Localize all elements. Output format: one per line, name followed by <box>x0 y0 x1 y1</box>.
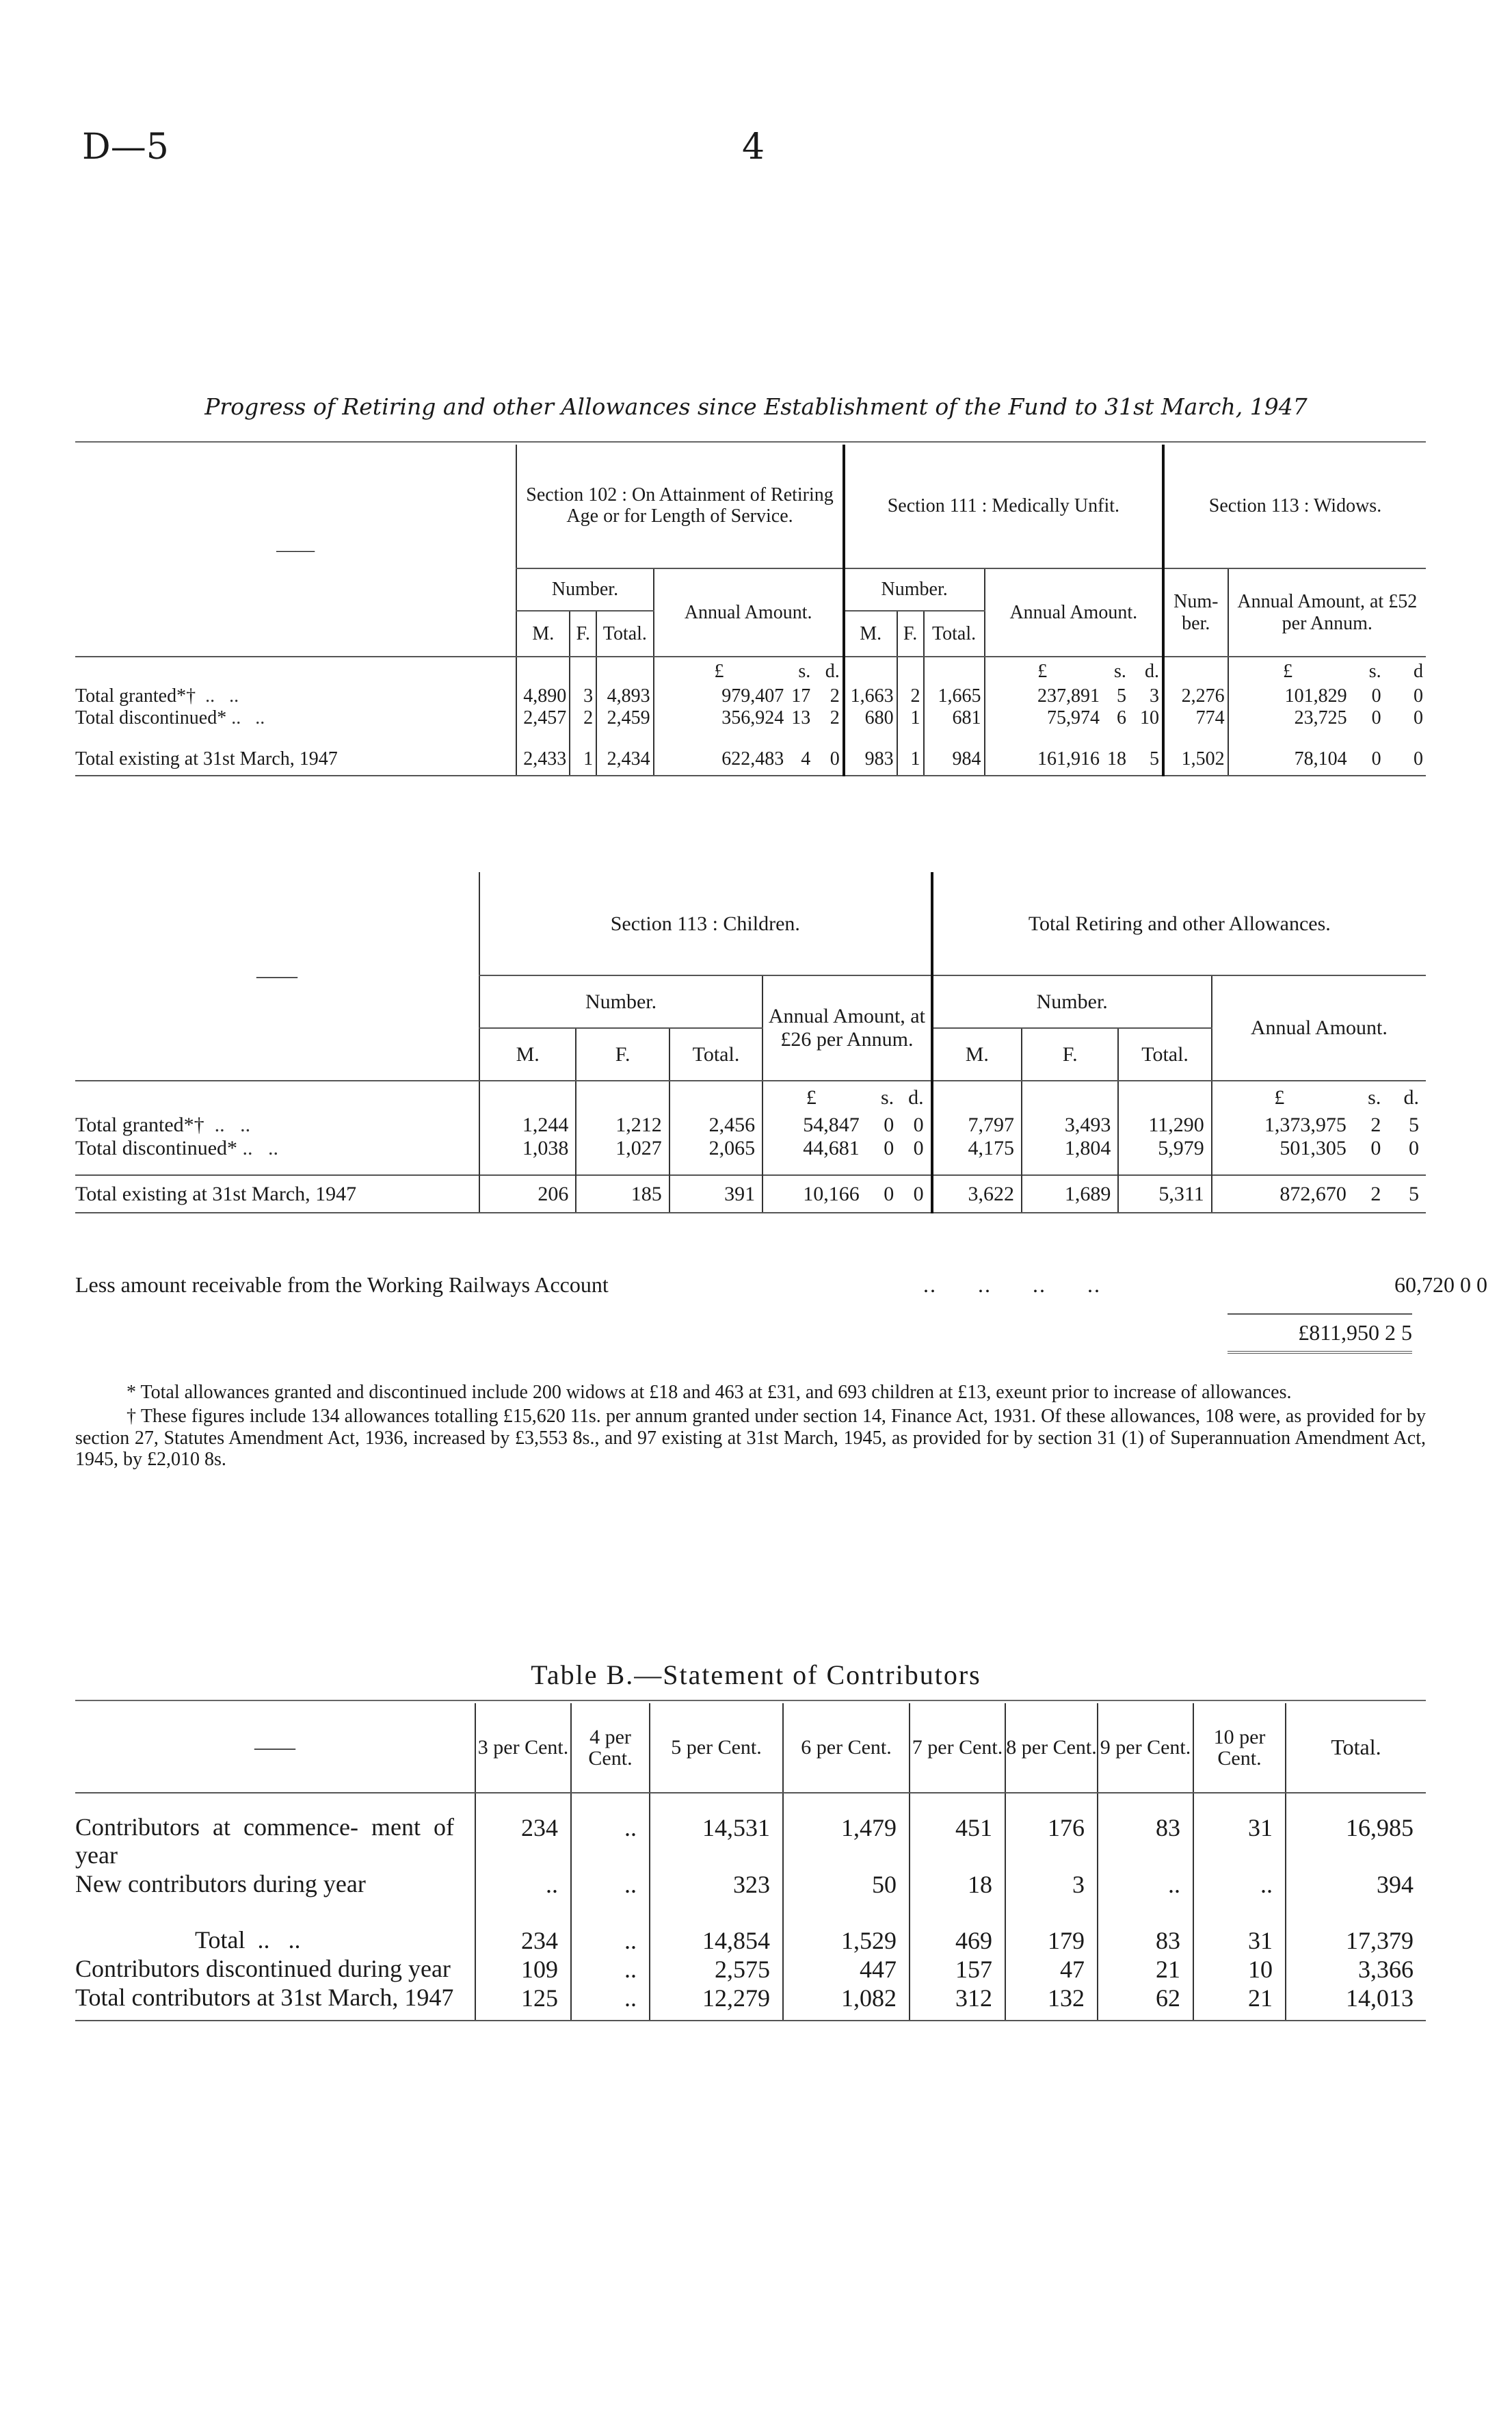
cell: 394 <box>1286 1870 1426 1899</box>
cell: 17 <box>791 685 811 707</box>
report-code: D—5 <box>82 127 169 168</box>
cell: 391 <box>669 1175 762 1213</box>
stub-dash: —— <box>276 539 315 561</box>
top-rule <box>75 441 1426 443</box>
cell: 4,890 <box>516 685 570 707</box>
cell: 13 <box>791 707 811 728</box>
cell: 31 <box>1193 1926 1286 1955</box>
cell: 0 <box>913 1137 924 1159</box>
cell: 161,916 <box>985 743 1102 776</box>
t-pound-unit: £ <box>1212 1081 1353 1114</box>
cell: 75,974 <box>985 707 1102 729</box>
cell: 2 <box>830 685 840 707</box>
less-label: Less amount receivable from the Working Railways Account <box>75 1272 609 1297</box>
c-annual-header: Annual Amount, at £26 per Annum. <box>762 975 931 1081</box>
cell: 0 <box>1384 743 1426 776</box>
row-dots: .. .. <box>204 1114 251 1136</box>
table-row <box>75 743 1426 776</box>
cell: 234 <box>475 1926 571 1955</box>
cell: 50 <box>783 1870 910 1899</box>
cell: 1,502 <box>1163 743 1228 776</box>
table-row <box>75 1114 1426 1137</box>
cell: 1 <box>897 707 924 729</box>
t-d-unit: d. <box>1403 1086 1419 1109</box>
cell: 206 <box>479 1175 576 1213</box>
cell: 2 <box>897 685 924 707</box>
cell: 83 <box>1098 1813 1193 1870</box>
cell: 21 <box>1098 1955 1193 1984</box>
col-header: 9 per Cent. <box>1098 1703 1193 1793</box>
cell: 0 <box>866 1175 901 1213</box>
table-row <box>75 685 1426 707</box>
cell: 62 <box>1098 1984 1193 2021</box>
cell: 3 <box>1150 685 1159 707</box>
c-d-unit: d. <box>908 1086 924 1109</box>
cell: .. <box>571 1870 650 1899</box>
cell: 21 <box>1193 1984 1286 2021</box>
cell: 234 <box>475 1813 571 1870</box>
row-label: Total granted*† <box>75 1114 204 1136</box>
cell: 356,924 <box>654 707 787 729</box>
row-label: Total discontinued* <box>75 1137 238 1159</box>
cell: 0 <box>1414 707 1423 728</box>
cell: 3,493 <box>1022 1114 1118 1137</box>
s102-d-unit: d. <box>825 660 840 682</box>
cell: 5 <box>1388 1175 1426 1213</box>
cell: 1 <box>897 743 924 776</box>
cell: 4,893 <box>596 685 653 707</box>
s102-pound-unit: £ <box>654 657 787 685</box>
c-f-header: F. <box>576 1028 669 1081</box>
cell: 0 <box>1371 685 1381 707</box>
cell: 2,575 <box>650 1955 783 1984</box>
less-dots: .. .. .. .. <box>923 1272 1101 1297</box>
t-s-unit: s. <box>1368 1086 1381 1109</box>
cell: 872,670 <box>1212 1175 1353 1213</box>
cell: 83 <box>1098 1926 1193 1955</box>
cell: 2 <box>830 707 840 728</box>
cell: .. <box>571 1984 650 2021</box>
cell: .. <box>1193 1870 1286 1899</box>
cell: 323 <box>650 1870 783 1899</box>
row-label: Contributors at commence- ment of year <box>75 1813 454 1869</box>
cell: 2 <box>570 707 596 729</box>
s111-pound-unit: £ <box>985 657 1102 685</box>
cell: .. <box>1098 1870 1193 1899</box>
cell: 44,681 <box>762 1137 866 1160</box>
cell: 157 <box>910 1955 1005 1984</box>
cell: 5,979 <box>1118 1137 1211 1160</box>
s102-s-unit: s. <box>798 660 811 682</box>
col-header: 3 per Cent. <box>475 1703 571 1793</box>
row-label: New contributors during year <box>75 1870 366 1898</box>
s102-annual-header: Annual Amount. <box>654 568 844 657</box>
col-header: 6 per Cent. <box>783 1703 910 1793</box>
s113w-annual-header: Annual Amount, at £52 per Annum. <box>1228 568 1426 657</box>
col-header: 7 per Cent. <box>910 1703 1005 1793</box>
cell: 18 <box>910 1870 1005 1899</box>
table-row <box>75 1870 1426 1899</box>
c-m-header: M. <box>479 1028 576 1081</box>
cell: 14,531 <box>650 1813 783 1870</box>
cell: 2,276 <box>1163 685 1228 707</box>
cell: 7,797 <box>932 1114 1022 1137</box>
section-113-children-header: Section 113 : Children. <box>479 872 932 975</box>
s102-f-header: F. <box>570 611 596 657</box>
col-header: 10 per Cent. <box>1193 1703 1286 1793</box>
cell: 11,290 <box>1118 1114 1211 1137</box>
cell: 3,622 <box>932 1175 1022 1213</box>
t-f-header: F. <box>1022 1028 1118 1081</box>
row-dots: .. .. <box>226 707 265 728</box>
stub-dash: —— <box>256 964 297 987</box>
cell: 47 <box>1005 1955 1098 1984</box>
table-row <box>75 707 1426 729</box>
cell: 2,457 <box>516 707 570 729</box>
cell: 16,985 <box>1286 1813 1426 1870</box>
table-row <box>75 1137 1426 1160</box>
s113w-number-header: Num- ber. <box>1163 568 1228 657</box>
cell: 2 <box>1370 1114 1381 1136</box>
col-header: 5 per Cent. <box>650 1703 783 1793</box>
c-total-header: Total. <box>669 1028 762 1081</box>
cell: 2,065 <box>669 1137 762 1160</box>
cell: 18 <box>1102 743 1129 776</box>
col-header: Total. <box>1286 1703 1426 1793</box>
cell: 12,279 <box>650 1984 783 2021</box>
cell: 0 <box>884 1114 894 1136</box>
cell: 23,725 <box>1228 707 1350 729</box>
cell: 1,479 <box>783 1813 910 1870</box>
cell: 1,027 <box>576 1137 669 1160</box>
footnote-2: † These figures include 134 allowances totalling £15,620 11s. per annum granted under section 14, Finance Act, 1931. Of these allowances, 108 were, as provided for by section 27, Statutes Amendment Act, 1936, increased by £3,553 8s., and 97 existing at 31st March, 1945, as provided for by section 31 (1) of Superannuation Amendment Act, 1945, by £2,010 8s. <box>75 1406 1426 1471</box>
cell: 5,311 <box>1118 1175 1211 1213</box>
s113w-pound-unit: £ <box>1228 657 1350 685</box>
section-113-widows-header: Section 113 : Widows. <box>1163 445 1426 568</box>
net-total-value: £811,950 2 5 <box>1228 1313 1412 1354</box>
cell: 680 <box>844 707 897 729</box>
cell: .. <box>571 1813 650 1870</box>
cell: 0 <box>1370 1137 1381 1159</box>
cell: 10 <box>1140 707 1159 728</box>
cell: 10 <box>1193 1955 1286 1984</box>
footnote-1: * Total allowances granted and discontinued include 200 widows at £18 and 463 at £31, and 693 children at £13, exeunt prior to increase of allowances. <box>127 1382 1292 1403</box>
cell: 1 <box>570 743 596 776</box>
cell: 125 <box>475 1984 571 2021</box>
s102-number-header: Number. <box>516 568 653 611</box>
cell: 979,407 <box>654 685 787 707</box>
s113w-d-unit: d <box>1414 660 1423 682</box>
table-row <box>75 1813 1426 1870</box>
cell: 176 <box>1005 1813 1098 1870</box>
s102-total-header: Total. <box>596 611 653 657</box>
cell: 237,891 <box>985 685 1102 707</box>
row-label: Total discontinued* <box>75 707 227 728</box>
row-label: Total granted*† <box>75 685 196 707</box>
t-m-header: M. <box>932 1028 1022 1081</box>
table-b-top-rule <box>75 1700 1426 1701</box>
cell: 54,847 <box>762 1114 866 1137</box>
cell: 3,366 <box>1286 1955 1426 1984</box>
cell: 17,379 <box>1286 1926 1426 1955</box>
s111-s-unit: s. <box>1114 660 1126 682</box>
s102-m-header: M. <box>516 611 570 657</box>
cell: .. <box>475 1870 571 1899</box>
c-s-unit: s. <box>881 1086 894 1109</box>
cell: 4,175 <box>932 1137 1022 1160</box>
s111-annual-header: Annual Amount. <box>985 568 1163 657</box>
cell: 983 <box>844 743 897 776</box>
cell: 1,663 <box>844 685 897 707</box>
allowances-title: Progress of Retiring and other Allowances since Establishment of the Fund to 31st March, 1947 <box>204 393 1308 420</box>
table-row <box>75 1955 1426 1984</box>
t-annual-header: Annual Amount. <box>1212 975 1426 1081</box>
cell: 0 <box>1371 707 1381 728</box>
cell: 1,373,975 <box>1212 1114 1353 1137</box>
cell: 5 <box>1129 743 1163 776</box>
cell: 1,529 <box>783 1926 910 1955</box>
cell: 2,459 <box>596 707 653 729</box>
cell: 0 <box>913 1114 924 1136</box>
cell: 3 <box>570 685 596 707</box>
cell: 1,689 <box>1022 1175 1118 1213</box>
total-allowances-header: Total Retiring and other Allowances. <box>932 872 1426 975</box>
section-102-header: Section 102 : On Attainment of Retiring Age or for Length of Service. <box>516 445 843 568</box>
table-row <box>75 1926 1426 1955</box>
cell: 451 <box>910 1813 1005 1870</box>
row-label: Total contributors at 31st March, 1947 <box>75 1984 475 2021</box>
s113w-s-unit: s. <box>1368 660 1381 682</box>
cell: .. <box>571 1955 650 1984</box>
row-label: Total .. .. <box>195 1926 301 1954</box>
row-label: Total existing at 31st March, 1947 <box>75 748 338 770</box>
cell: 109 <box>475 1955 571 1984</box>
cell: 4 <box>786 743 813 776</box>
section-111-header: Section 111 : Medically Unfit. <box>844 445 1163 568</box>
cell: 469 <box>910 1926 1005 1955</box>
s111-m-header: M. <box>844 611 897 657</box>
cell: 2,456 <box>669 1114 762 1137</box>
table-b-title: Table B.—Statement of Contributors <box>531 1659 981 1690</box>
cell: 14,854 <box>650 1926 783 1955</box>
cell: 185 <box>576 1175 669 1213</box>
cell: .. <box>571 1926 650 1955</box>
cell: 5 <box>1409 1114 1419 1136</box>
cell: 179 <box>1005 1926 1098 1955</box>
less-value: 60,720 0 0 <box>1394 1272 1487 1297</box>
row-dots: .. .. <box>237 1137 279 1159</box>
c-number-header: Number. <box>479 975 762 1028</box>
cell: 0 <box>1409 1137 1419 1159</box>
cell: 681 <box>924 707 985 729</box>
t-total-header: Total. <box>1118 1028 1211 1081</box>
cell: 132 <box>1005 1984 1098 2021</box>
cell: 501,305 <box>1212 1137 1353 1160</box>
cell: 774 <box>1163 707 1228 729</box>
stub-dash: —— <box>75 1703 475 1793</box>
cell: 14,013 <box>1286 1984 1426 2021</box>
cell: 0 <box>1414 685 1423 707</box>
cell: 0 <box>813 743 844 776</box>
cell: 1,082 <box>783 1984 910 2021</box>
cell: 0 <box>884 1137 894 1159</box>
cell: 2,434 <box>596 743 653 776</box>
page-number: 4 <box>742 127 765 168</box>
cell: 1,804 <box>1022 1137 1118 1160</box>
s111-f-header: F. <box>897 611 924 657</box>
cell: 447 <box>783 1955 910 1984</box>
cell: 1,244 <box>479 1114 576 1137</box>
cell: 31 <box>1193 1813 1286 1870</box>
cell: 1,038 <box>479 1137 576 1160</box>
cell: 3 <box>1005 1870 1098 1899</box>
cell: 1,212 <box>576 1114 669 1137</box>
children-table <box>75 872 1426 1213</box>
col-header: 8 per Cent. <box>1005 1703 1098 1793</box>
table-row <box>75 1984 1426 2021</box>
cell: 101,829 <box>1228 685 1350 707</box>
table-row <box>75 1175 1426 1213</box>
cell: 0 <box>1350 743 1384 776</box>
cell: 5 <box>1116 685 1126 707</box>
allowances-table <box>75 445 1426 776</box>
cell: 1,665 <box>924 685 985 707</box>
cell: 0 <box>901 1175 931 1213</box>
cell: 10,166 <box>762 1175 866 1213</box>
s111-d-unit: d. <box>1145 660 1159 682</box>
c-pound-unit: £ <box>762 1081 866 1114</box>
cell: 78,104 <box>1228 743 1350 776</box>
cell: 622,483 <box>654 743 787 776</box>
t-number-header: Number. <box>932 975 1212 1028</box>
cell: 2 <box>1353 1175 1388 1213</box>
cell: 6 <box>1116 707 1126 728</box>
row-label: Contributors discontinued during year <box>75 1955 451 1983</box>
s111-total-header: Total. <box>924 611 985 657</box>
footnotes <box>75 1382 1426 1473</box>
row-dots: .. .. <box>196 685 239 707</box>
cell: 312 <box>910 1984 1005 2021</box>
cell: 2,433 <box>516 743 570 776</box>
cell: 984 <box>924 743 985 776</box>
row-label: Total existing at 31st March, 1947 <box>75 1182 357 1205</box>
contributors-table <box>75 1703 1426 2021</box>
s111-number-header: Number. <box>844 568 985 611</box>
col-header: 4 per Cent. <box>571 1703 650 1793</box>
